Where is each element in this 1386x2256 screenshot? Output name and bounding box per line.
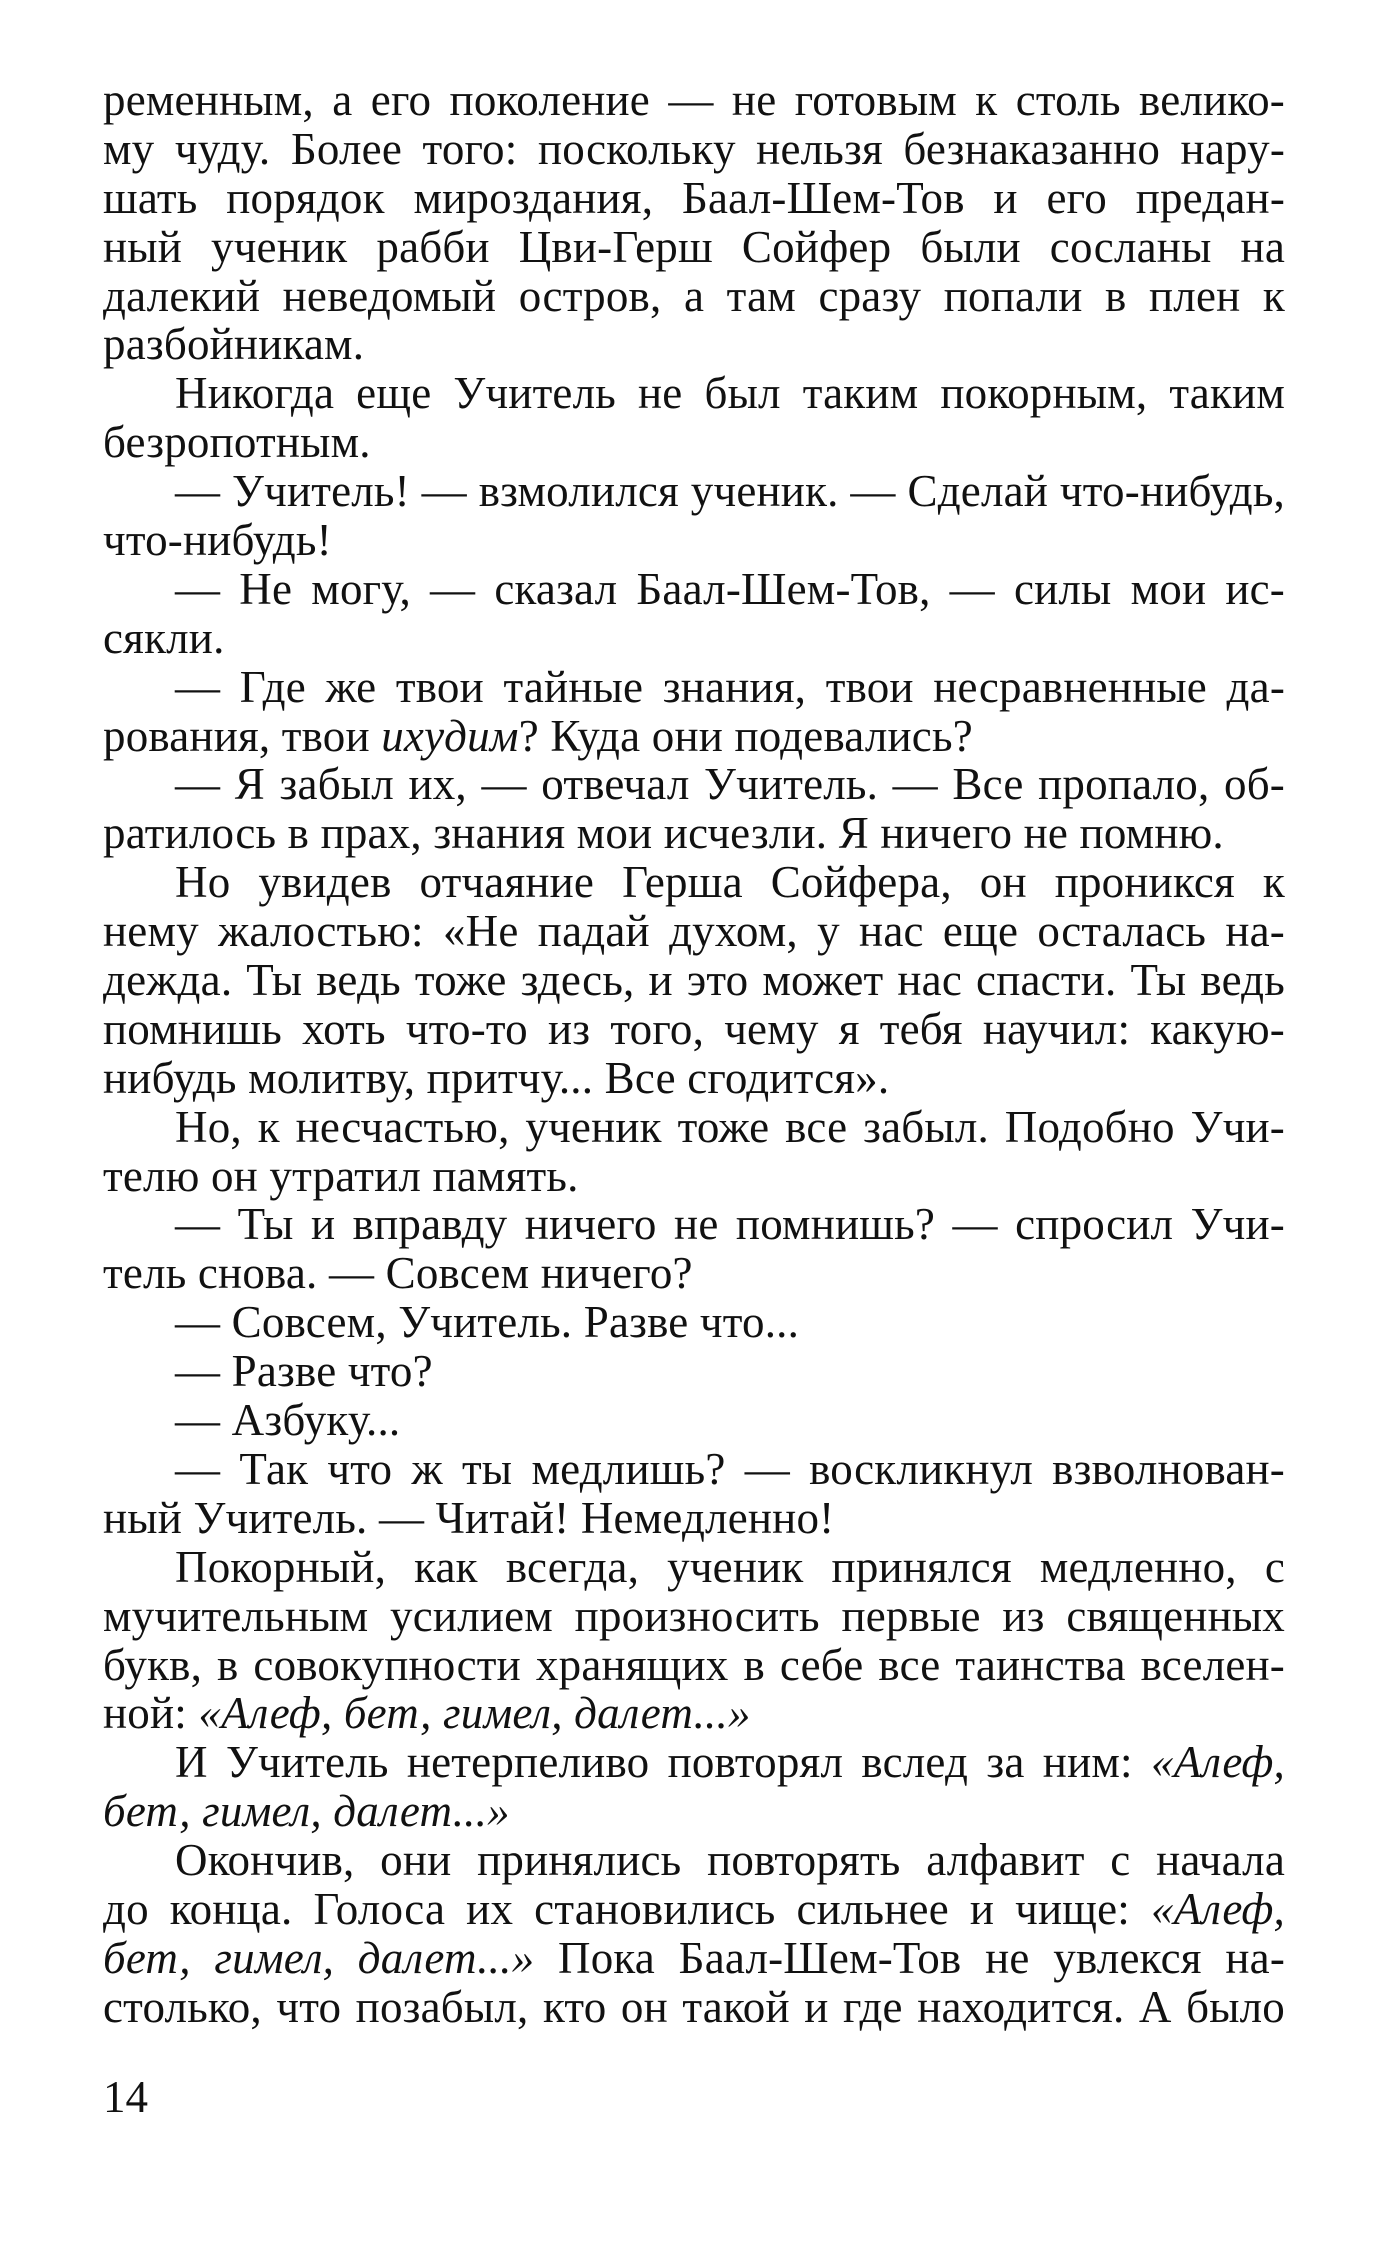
- page-number: 14: [103, 2072, 148, 2122]
- text-run: мучительным усилием произносить первые из священных: [103, 1590, 1285, 1641]
- text-line: [103, 565, 1285, 614]
- text-line: [103, 956, 1285, 1005]
- italic-text-run: «Алеф,: [1151, 1883, 1285, 1934]
- text-line: [103, 1543, 1285, 1592]
- text-run: дежда. Ты ведь тоже здесь, и это может нас спасти. Ты ведь: [103, 955, 1285, 1006]
- text-run: ный Учитель. — Читай! Немедленно!: [103, 1492, 835, 1543]
- text-run: Никогда еще Учитель не был таким покорным, таким: [175, 368, 1285, 419]
- text-line: [103, 1592, 1285, 1641]
- text-run: безропотным.: [103, 417, 371, 468]
- text-run: — Так что ж ты медлишь? — воскликнул взволнован-: [175, 1443, 1285, 1494]
- text-run: нибудь молитву, притчу... Все сгодится».: [103, 1052, 890, 1103]
- text-line: [103, 1249, 1285, 1298]
- text-run: столько, что позабыл, кто он такой и где находится. А было: [103, 1981, 1285, 2032]
- text-line: [103, 1298, 1285, 1347]
- text-run: тель снова. — Совсем ничего?: [103, 1248, 693, 1299]
- text-run: — Где же твои тайные знания, твои несравненные да-: [175, 661, 1285, 712]
- italic-text-run: бет, гимел, далет...»: [103, 1932, 535, 1983]
- text-line: [103, 1983, 1285, 2032]
- text-line: [103, 1641, 1285, 1690]
- text-run: нему жалостью: «Не падай духом, у нас еще осталась на-: [103, 906, 1285, 957]
- page-text: [103, 76, 1285, 2032]
- text-run: — Азбуку...: [175, 1395, 401, 1446]
- text-line: [103, 1200, 1285, 1249]
- text-run: помнишь хоть что-то из того, чему я тебя научил: какую-: [103, 1003, 1285, 1054]
- text-run: Окончив, они принялись повторять алфавит с начала: [175, 1835, 1285, 1886]
- text-run: ременным, а его поколение — не готовым к столь велико-: [103, 75, 1285, 125]
- text-line: [103, 1396, 1285, 1445]
- text-line: [103, 1494, 1285, 1543]
- text-line: [103, 907, 1285, 956]
- italic-text-run: «Алеф,: [1151, 1737, 1285, 1788]
- text-run: — Совсем, Учитель. Разве что...: [175, 1297, 800, 1348]
- text-run: что-нибудь!: [103, 515, 332, 566]
- text-line: [103, 1445, 1285, 1494]
- text-line: [103, 320, 1285, 369]
- text-run: сякли.: [103, 612, 225, 663]
- italic-text-run: бет, гимел, далет...»: [103, 1786, 510, 1837]
- text-line: [103, 712, 1285, 761]
- text-run: — Ты и вправду ничего не помнишь? — спросил Учи-: [175, 1199, 1285, 1250]
- text-line: [103, 663, 1285, 712]
- italic-text-run: «Алеф, бет, гимел, далет...»: [198, 1688, 751, 1739]
- text-run: И Учитель нетерпеливо повторял вслед за ним:: [175, 1737, 1152, 1788]
- text-run: ? Куда они подевались?: [518, 710, 973, 761]
- text-line: [103, 760, 1285, 809]
- text-run: ный ученик рабби Цви-Герш Сойфер были сосланы на: [103, 221, 1285, 272]
- text-run: телю он утратил память.: [103, 1150, 579, 1201]
- text-line: [103, 272, 1285, 321]
- italic-text-run: ихудим: [381, 710, 519, 761]
- text-line: [103, 614, 1285, 663]
- text-line: [103, 809, 1285, 858]
- text-run: далекий неведомый остров, а там сразу попали в плен к: [103, 270, 1285, 321]
- text-line: [103, 223, 1285, 272]
- text-run: до конца. Голоса их становились сильнее и чище:: [103, 1883, 1152, 1934]
- text-line: [103, 516, 1285, 565]
- text-run: — Я забыл их, — отвечал Учитель. — Все пропало, об-: [175, 759, 1285, 810]
- text-line: [103, 76, 1285, 125]
- text-line: [103, 1689, 1285, 1738]
- text-line: [103, 467, 1285, 516]
- text-line: [103, 418, 1285, 467]
- text-run: Но, к несчастью, ученик тоже все забыл. Подобно Учи-: [175, 1101, 1285, 1152]
- text-run: рования, твои: [103, 710, 382, 761]
- text-line: [103, 1054, 1285, 1103]
- text-line: [103, 1836, 1285, 1885]
- text-run: — Разве что?: [175, 1346, 433, 1397]
- text-run: букв, в совокупности хранящих в себе все таинства вселен-: [103, 1639, 1285, 1690]
- text-line: [103, 1885, 1285, 1934]
- text-run: Но увидев отчаяние Герша Сойфера, он проникся к: [175, 857, 1285, 908]
- text-run: му чуду. Более того: поскольку нельзя безнаказанно нару-: [103, 123, 1285, 174]
- text-line: [103, 369, 1285, 418]
- text-line: [103, 1738, 1285, 1787]
- text-run: — Не могу, — сказал Баал-Шем-Тов, — силы мои ис-: [175, 563, 1285, 614]
- text-run: — Учитель! — взмолился ученик. — Сделай что-нибудь,: [175, 466, 1285, 517]
- text-line: [103, 125, 1285, 174]
- text-run: шать порядок мироздания, Баал-Шем-Тов и его предан-: [103, 172, 1285, 223]
- text-line: [103, 174, 1285, 223]
- text-line: [103, 1103, 1285, 1152]
- text-line: [103, 1152, 1285, 1201]
- text-run: Пока Баал-Шем-Тов не увлекся на-: [534, 1932, 1286, 1983]
- text-line: [103, 858, 1285, 907]
- text-line: [103, 1787, 1285, 1836]
- text-run: разбойникам.: [103, 319, 365, 370]
- text-run: ной:: [103, 1688, 199, 1739]
- text-line: [103, 1005, 1285, 1054]
- text-line: [103, 1347, 1285, 1396]
- text-run: ратилось в прах, знания мои исчезли. Я ничего не помню.: [103, 808, 1224, 859]
- text-line: [103, 1934, 1285, 1983]
- text-run: Покорный, как всегда, ученик принялся медленно, с: [175, 1541, 1285, 1592]
